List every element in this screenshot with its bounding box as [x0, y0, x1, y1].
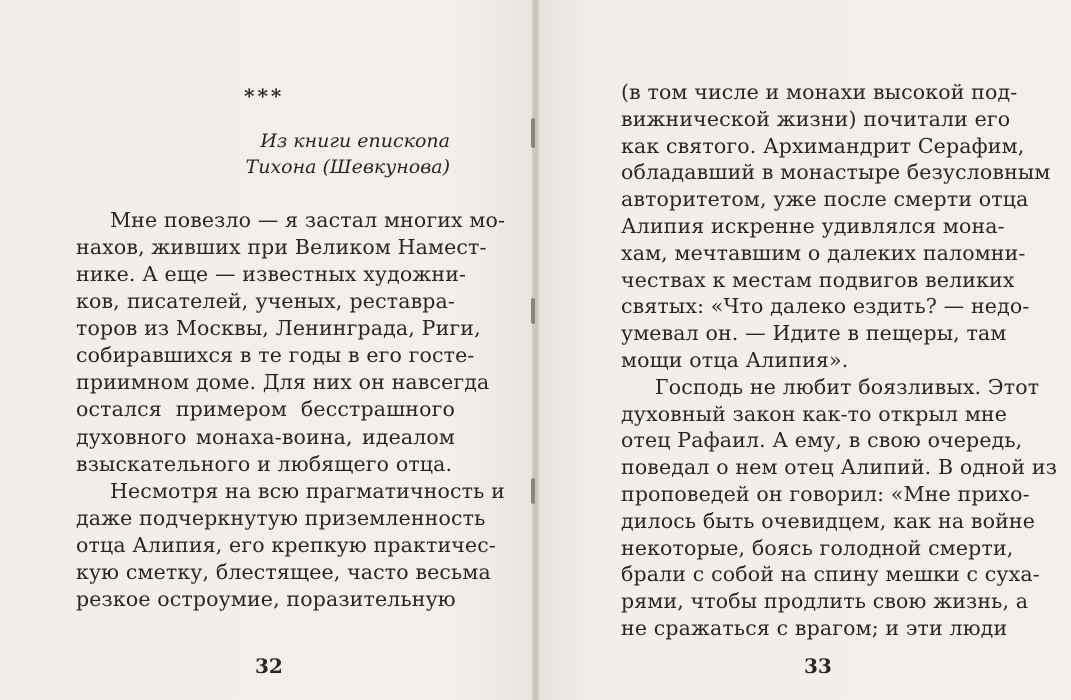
text-line: некоторые, боясь голодной смерти, — [621, 535, 1014, 560]
text-line: духовного монаха-воина, идеалом — [76, 424, 455, 449]
text-line: Господь не любит боязливых. Этот — [655, 374, 1040, 399]
right-page — [539, 0, 1071, 700]
heading-line-2: Тихона (Шевкунова) — [245, 156, 450, 178]
binding-stitch — [531, 478, 535, 504]
page-number: 33 — [804, 654, 832, 678]
heading-line-1: Из книги епископа — [260, 130, 450, 152]
text-line: святых: «Что далеко ездить? — недо- — [621, 294, 1030, 319]
book-gutter — [532, 0, 539, 700]
text-line: как святого. Архимандрит Серафим, — [621, 133, 1025, 158]
left-page — [0, 0, 532, 700]
text-line: умевал он. — Идите в пещеры, там — [621, 321, 1007, 346]
text-line: духовный закон как-то открыл мне — [621, 401, 1008, 426]
text-line: авторитетом, уже после смерти отца — [621, 187, 1029, 212]
text-line: отец Рафаил. А ему, в свою очередь, — [621, 428, 1023, 453]
text-line: нике. А еще — известных художни- — [76, 262, 467, 287]
text-line: не сражаться с врагом; и эти люди — [621, 616, 1008, 640]
text-line: хам, мечтавшим о далеких паломни- — [621, 240, 1026, 265]
text-line: брали с собой на спину мешки с суха- — [621, 562, 1040, 587]
text-line: отца Алипия, его крепкую практичес- — [76, 532, 496, 557]
text-line: собиравшихся в те годы в его госте- — [76, 343, 475, 368]
text-line: даже подчеркнутую приземленность — [76, 505, 486, 530]
text-line: Несмотря на всю прагматичность и — [110, 478, 505, 503]
text-line: рями, чтобы продлить свою жизнь, а — [621, 589, 1029, 614]
text-line: проповедей он говорил: «Мне прихо- — [621, 482, 1030, 506]
text-line: Алипия искренне удивлялся мона- — [621, 214, 1005, 238]
text-line: Мне повезло — я застал многих мо- — [110, 208, 506, 232]
page-number: 32 — [255, 654, 283, 678]
text-line: дилось быть очевидцем, как на войне — [621, 508, 1035, 533]
text-line: обладавший в монастыре безусловным — [621, 160, 1051, 185]
text-line: (в том числе и монахи высокой под- — [621, 80, 1018, 104]
binding-stitch — [531, 118, 535, 148]
text-line: чествах к местам подвигов великих — [621, 267, 1015, 292]
text-line: мощи отца Алипия». — [621, 348, 849, 372]
text-line: поведал о нем отец Алипий. В одной из — [621, 455, 1058, 480]
text-line: приимном доме. Для них он навсегда — [76, 370, 490, 395]
text-line: вижнической жизни) почитали его — [621, 106, 1011, 131]
binding-stitch — [531, 298, 535, 324]
text-line: ков, писателей, ученых, реставра- — [76, 289, 455, 314]
text-line: остался примером бесстрашного — [76, 397, 455, 422]
text-line: взыскательного и любящего отца. — [76, 451, 453, 476]
text-line: нахов, живших при Великом Намест- — [76, 235, 487, 260]
text-line: резкое остроумие, поразительную — [76, 586, 456, 611]
text-line: торов из Москвы, Ленинграда, Риги, — [76, 316, 481, 341]
section-mark: *** — [244, 84, 285, 108]
text-line: кую сметку, блестящее, часто весьма — [76, 559, 491, 584]
